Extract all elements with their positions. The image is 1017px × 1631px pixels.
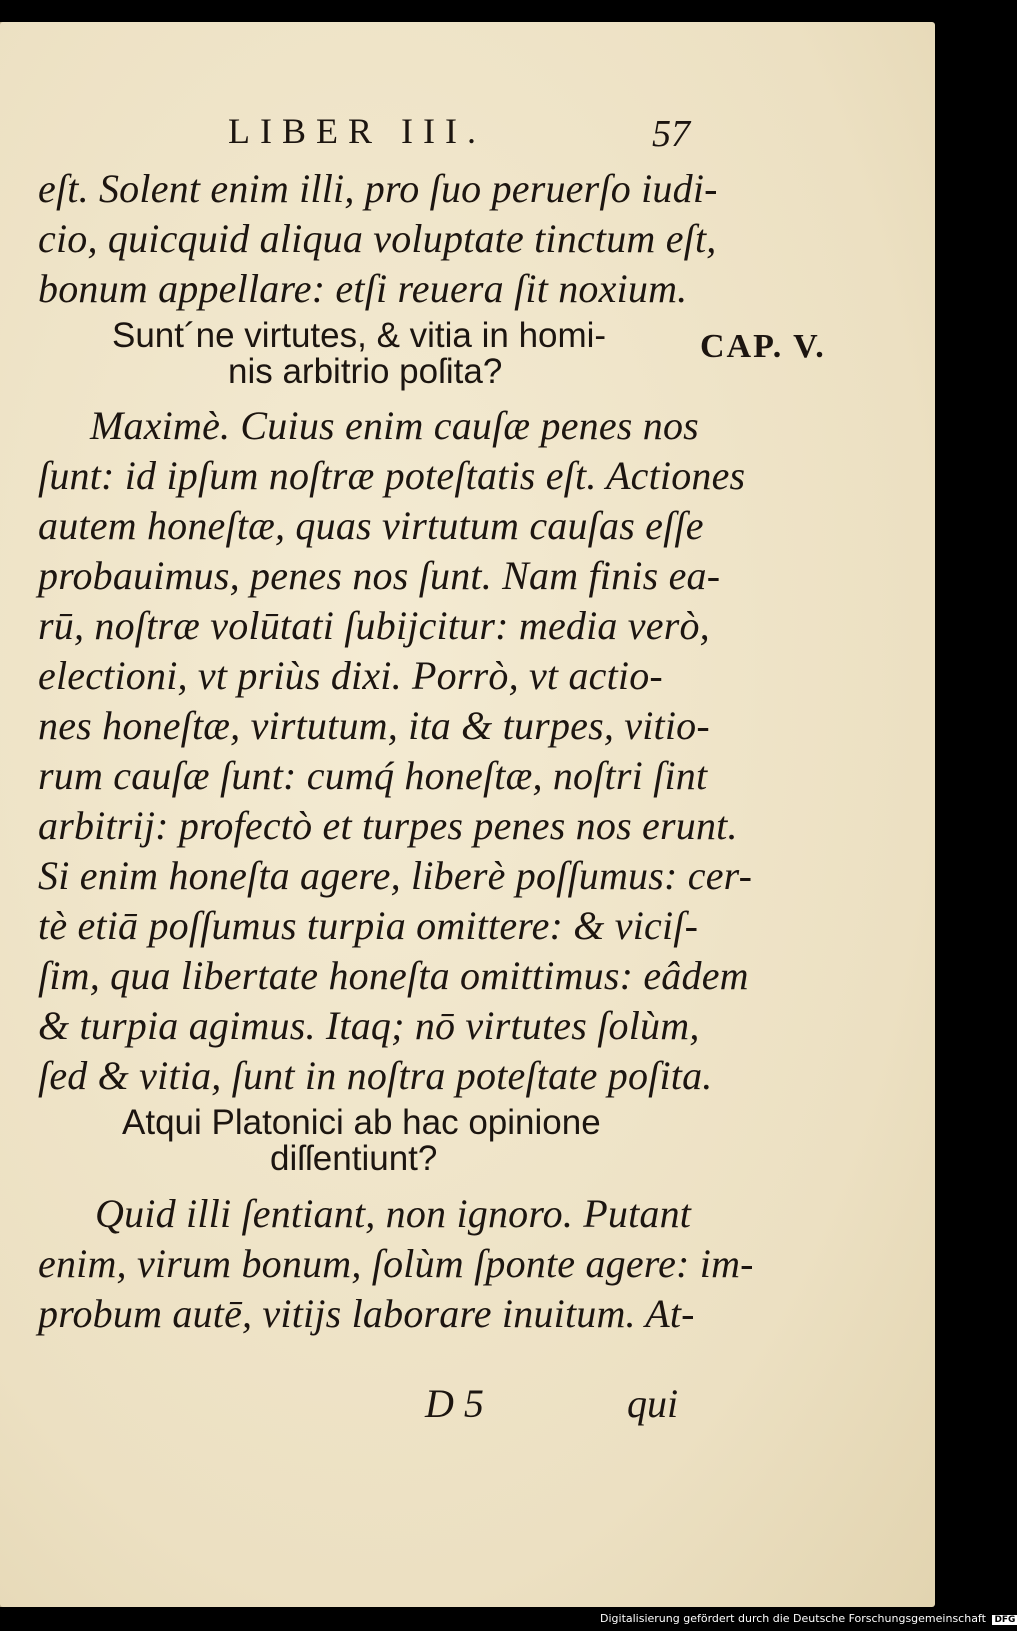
text-line: ſunt: id ipſum noſtræ poteſtatis eſt. Actiones [38, 453, 746, 498]
text-line: bonum appellare: etſi reuera ſit noxium. [38, 266, 688, 311]
catchword: qui [627, 1381, 679, 1426]
text-line: rū, noſtræ volūtati ſubijcitur: media verò, [38, 603, 710, 648]
question-heading-line: nis arbitrio poſita? [228, 352, 503, 391]
signature-mark: D 5 [425, 1381, 484, 1426]
text-line: probum autē, vitijs laborare inuitum. At- [38, 1291, 695, 1336]
running-title: LIBER III. [228, 111, 486, 151]
text-line: arbitrij: profectò et turpes penes nos erunt. [38, 803, 738, 848]
text-line: autem honeſtæ, quas virtutum cauſas eſſe [38, 503, 704, 548]
text-line: tè etiā poſſumus turpia omittere: & viciſ- [38, 903, 699, 948]
credit-text: Digitalisierung gefördert durch die Deutsche Forschungsgemeinschaft [600, 1612, 986, 1625]
page-number: 57 [652, 113, 690, 155]
text-line: ſed & vitia, ſunt in noſtra poteſtate poſita. [38, 1053, 713, 1098]
text-line: Maximè. Cuius enim cauſæ penes nos [90, 403, 699, 448]
text-line: & turpia agimus. Itaq; nō virtutes ſolùm, [38, 1003, 700, 1048]
text-line: probauimus, penes nos ſunt. Nam finis ea- [38, 553, 721, 598]
text-line: Si enim honeſta agere, liberè poſſumus: cer- [38, 853, 753, 898]
digitization-credit [600, 1612, 1017, 1625]
text-line: nes honeſtæ, virtutum, ita & turpes, vitio- [38, 703, 710, 748]
text-line: ſim, qua libertate honeſta omittimus: eâdem [38, 953, 749, 998]
text-line: Quid illi ſentiant, non ignoro. Putant [95, 1191, 692, 1236]
question-heading-line: diſſentiunt? [270, 1139, 438, 1178]
dfg-logo: DFG [994, 1615, 1016, 1625]
text-line: eſt. Solent enim illi, pro ſuo peruerſo iudi- [38, 166, 718, 211]
text-line: electioni, vt priùs dixi. Porrò, vt actio- [38, 653, 663, 698]
text-line: enim, virum bonum, ſolùm ſponte agere: im- [38, 1241, 754, 1286]
question-heading-line: Sunt´ne virtutes, & vitia in homi- [112, 316, 607, 355]
text-line: rum cauſæ ſunt: cumq́ honeſtæ, noſtri ſint [38, 753, 708, 798]
text-line: cio, quicquid aliqua voluptate tinctum eſt, [38, 216, 717, 261]
chapter-label: CAP. V. [700, 328, 826, 365]
question-heading-line: Atqui Platonici ab hac opinione [122, 1103, 601, 1142]
